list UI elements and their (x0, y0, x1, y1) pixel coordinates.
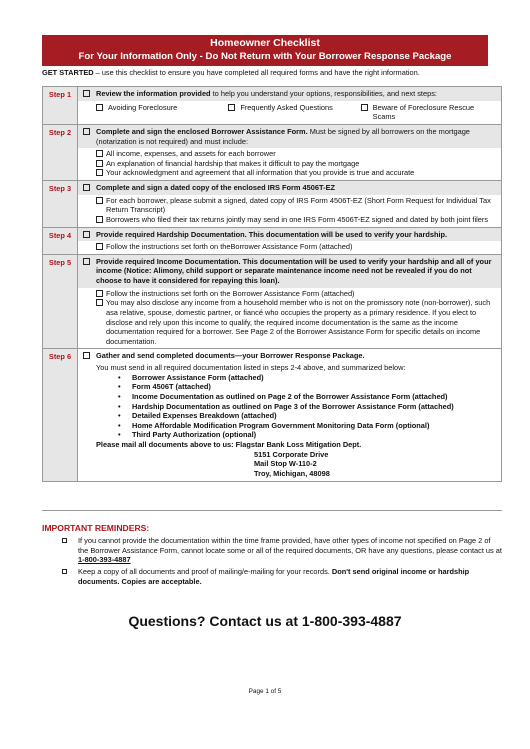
step-heading: Provide required Income Documentation. This documentation will be used to verify your hardship and all of your income (Notice: Alimony, child support or separate maintenance income need not be revealed if you do not choose to have it considered for repaying this loan). (78, 255, 501, 288)
option-rescue-scams[interactable]: Beware of Foreclosure Rescue Scams (361, 103, 493, 122)
list-item: • Income Documentation as outlined on Page 2 of the Borrower Assistance Form (attached) (132, 392, 497, 402)
checkbox-icon[interactable] (96, 216, 103, 223)
list-item: For each borrower, please submit a signed, dated copy of IRS Form 4506T-EZ (Short Form Request for Individual Tax Return Transcript) (96, 196, 497, 215)
step-heading: Gather and send completed documents—your Borrower Response Package. (78, 349, 501, 363)
list-item: Keep a copy of all documents and proof of mailing/e-mailing for your records. Don't send original income or hardship documents. Copies are acceptable. (42, 567, 502, 586)
step-label: Step 4 (42, 228, 78, 254)
step-label: Step 2 (42, 125, 78, 180)
step-label: Step 6 (42, 349, 78, 480)
page-number: Page 1 of 5 (248, 688, 282, 695)
checkbox-icon[interactable] (83, 258, 90, 265)
list-item: Borrowers who filed their tax returns jointly may send in one IRS Form 4506T-EZ signed and dated by both joint filers (96, 215, 497, 225)
checkbox-icon[interactable] (96, 169, 103, 176)
checklist-table (42, 86, 502, 482)
step-2-row (42, 125, 502, 181)
get-started-label: GET STARTED (42, 68, 94, 77)
document-list (96, 373, 497, 440)
step-label: Step 5 (42, 255, 78, 349)
step-label: Step 1 (42, 87, 78, 124)
list-item: • Home Affordable Modification Program Government Monitoring Data Form (optional) (132, 421, 497, 431)
checkbox-icon[interactable] (83, 352, 90, 359)
checkbox-icon[interactable] (96, 290, 103, 297)
checkbox-icon[interactable] (83, 184, 90, 191)
square-bullet-icon (62, 538, 67, 543)
reminders-title: IMPORTANT REMINDERS: (42, 523, 150, 533)
mailing-address: 5151 Corporate Drive Mail Stop W-110-2 Troy, Michigan, 48098 (254, 449, 330, 478)
checkbox-icon[interactable] (96, 160, 103, 167)
important-reminders (42, 510, 502, 586)
step-6-row (42, 349, 502, 481)
list-item: If you cannot provide the documentation within the time frame provided, have other types of income not specified on Page 2 of the Borrower Assistance Form, cannot locate some or all of the required documents, OR have any questions, please contact us at 1-800-393-4887 (42, 536, 502, 565)
list-item: Follow the instructions set forth on theBorrower Assistance Form (attached) (96, 242, 497, 252)
list-item: All income, expenses, and assets for each borrower (96, 149, 497, 159)
list-item: • Third Party Authorization (optional) (132, 430, 497, 440)
step-1-row (42, 87, 502, 125)
step-heading: Complete and sign the enclosed Borrower Assistance Form. Must be signed by all borrowers on the mortgage (notarization is not required) and must include: (78, 125, 501, 148)
checkbox-icon[interactable] (228, 104, 235, 111)
square-bullet-icon (62, 569, 67, 574)
phone-link[interactable]: 1-800-393-4887 (78, 555, 131, 565)
list-item: • Detailed Expenses Breakdown (attached) (132, 411, 497, 421)
checkbox-icon[interactable] (96, 299, 103, 306)
checkbox-icon[interactable] (83, 128, 90, 135)
step-3-row (42, 181, 502, 228)
step-5-row (42, 255, 502, 350)
page-subtitle: For Your Information Only - Do Not Return with Your Borrower Response Package (78, 51, 452, 62)
contact-line: Questions? Contact us at 1-800-393-4887 (128, 613, 402, 629)
checkbox-icon[interactable] (96, 104, 103, 111)
list-item: • Hardship Documentation as outlined on Page 3 of the Borrower Assistance Form (attached) (132, 402, 497, 412)
step-label: Step 3 (42, 181, 78, 227)
checkbox-icon[interactable] (361, 104, 368, 111)
checkbox-icon[interactable] (83, 231, 90, 238)
checkbox-icon[interactable] (96, 150, 103, 157)
list-item: Follow the instructions set forth on the Borrower Assistance Form (attached) (96, 289, 497, 299)
checkbox-icon[interactable] (83, 90, 90, 97)
list-item: • Borrower Assistance Form (attached) (132, 373, 497, 383)
checkbox-icon[interactable] (96, 243, 103, 250)
step-heading: Review the information provided to help you understand your options, responsibilities, and next steps: (78, 87, 501, 101)
option-faq[interactable]: Frequently Asked Questions (228, 103, 360, 122)
step-heading: Complete and sign a dated copy of the enclosed IRS Form 4506T-EZ (78, 181, 501, 195)
get-started-text: – use this checklist to ensure you have completed all required forms and have the right information. (93, 68, 420, 77)
get-started-line (42, 68, 502, 78)
step-heading: Provide required Hardship Documentation. This documentation will be used to verify your hardship. (78, 228, 501, 242)
step-4-row (42, 228, 502, 255)
list-item: • Form 4506T (attached) (132, 382, 497, 392)
mail-instruction: Please mail all documents above to us: Flagstar Bank Loss Mitigation Dept. (96, 440, 362, 449)
list-item: You may also disclose any income from a household member who is not on the promissory note (non-borrower), such asa relative, spouse, domestic partner, or fiancé who occupies the property as a primary residence. If you elect to disclose and rely upon this income to qualify, the required income documentation is the same as the income documentation required for a borrower. See Page 2 of the Borrower Assistance Form for specific details on income documentation. (96, 298, 497, 346)
page-title: Homeowner Checklist (210, 37, 320, 49)
option-avoiding-foreclosure[interactable]: Avoiding Foreclosure (96, 103, 228, 122)
title-banner (42, 35, 488, 66)
checkbox-icon[interactable] (96, 197, 103, 204)
list-item: An explanation of financial hardship that makes it difficult to pay the mortgage (96, 159, 497, 169)
list-item: Your acknowledgment and agreement that all information that you provide is true and accurate (96, 168, 497, 178)
step-intro: You must send in all required documentation listed in steps 2-4 above, and summarized below: (96, 363, 406, 372)
resource-options (78, 101, 501, 124)
